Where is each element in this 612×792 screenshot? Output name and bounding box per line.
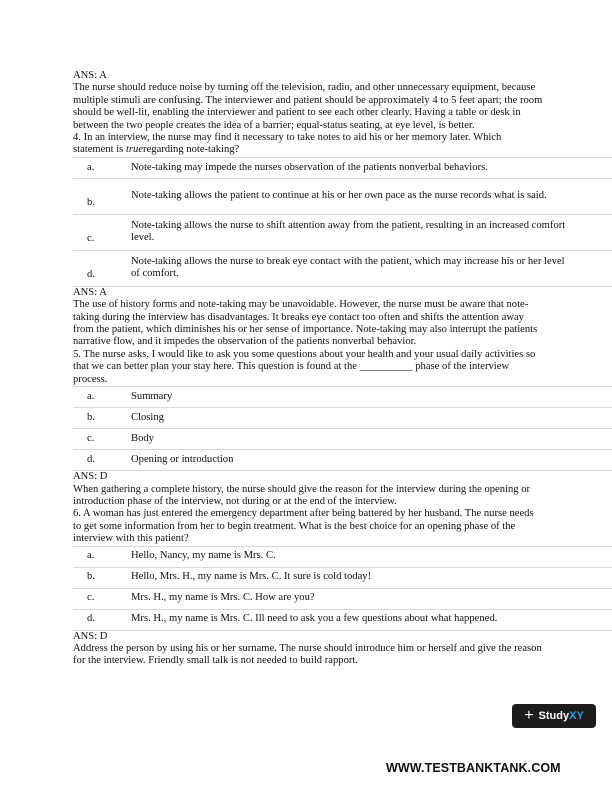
option-row	[73, 450, 612, 471]
option-letter: a.	[73, 546, 131, 567]
option-row	[73, 429, 612, 450]
option-row	[73, 178, 612, 214]
option-text: Note-taking may impede the nurses observation of the patients nonverbal behaviors.	[131, 157, 612, 178]
rationale: Address the person by using his or her surname. The nurse should introduce him or herself and give the reason for the interview. Friendly small talk is not needed to build rapport.	[73, 642, 542, 667]
option-row	[73, 609, 612, 630]
option-row	[73, 387, 612, 408]
option-row	[73, 250, 612, 286]
option-letter: a.	[73, 387, 131, 408]
question-stem: 6. A woman has just entered the emergency department after being battered by her husband. The nurse needs to get some information from her to begin treatment. What is the best choice for an opening phase of the interview with this patient?	[73, 508, 534, 545]
option-row	[73, 588, 612, 609]
footer-url: WWW.TESTBANKTANK.COM	[386, 761, 561, 775]
answer-options	[73, 546, 612, 631]
studyxy-badge[interactable]	[512, 704, 596, 728]
option-row	[73, 408, 612, 429]
option-text: Body	[131, 429, 612, 450]
rationale: When gathering a complete history, the nurse should give the reason for the interview during the opening or introduction phase of the interview, not during or at the end of the interview.	[73, 483, 531, 507]
question-stem: 4. In an interview, the nurse may find it necessary to take notes to aid his or her memory later. Which statement is trueregarding note-taking?	[73, 132, 502, 156]
option-row	[73, 157, 612, 178]
question-stem: 5. The nurse asks, I would like to ask you some questions about your health and your usual daily activities so that we can better plan your stay here. This question is found at the __________ phase of the interview process.	[73, 348, 536, 385]
rationale: The use of history forms and note-taking may be unavoidable. However, the nurse must be aware that note-taking during the interview has disadvantages. It breaks eye contact too often and shifts the attention away from the patient, which diminishes his or her sense of importance. Note-taking may also interrupt the patients narrative flow, and it impedes the observation of the patients nonverbal behavior.	[73, 299, 538, 348]
option-text: Summary	[131, 387, 612, 408]
option-text: Closing	[131, 408, 612, 429]
badge-label-xy: XY	[569, 710, 584, 722]
option-letter: b.	[73, 567, 131, 588]
option-letter: c.	[73, 214, 131, 250]
badge-label-study: Study	[538, 710, 570, 722]
option-text: Hello, Nancy, my name is Mrs. C.	[131, 546, 612, 567]
option-text: Note-taking allows the nurse to break eye contact with the patient, which may increase his or her level of comfort.	[131, 250, 612, 286]
document-body	[73, 70, 566, 668]
option-letter: a.	[73, 157, 131, 178]
option-letter: d.	[73, 450, 131, 471]
option-letter: b.	[73, 178, 131, 214]
option-text: Mrs. H., my name is Mrs. C. How are you?	[131, 588, 612, 609]
option-letter: c.	[73, 588, 131, 609]
option-letter: c.	[73, 429, 131, 450]
option-text: Mrs. H., my name is Mrs. C. Ill need to ask you a few questions about what happened.	[131, 609, 612, 630]
option-row	[73, 214, 612, 250]
answer-options	[73, 386, 612, 471]
option-text: Note-taking allows the patient to continue at his or her own pace as the nurse records what is said.	[131, 178, 612, 214]
option-text: Note-taking allows the nurse to shift attention away from the patient, resulting in an increased comfort level.	[131, 214, 612, 250]
answer-options	[73, 157, 612, 287]
answer-line: ANS: A	[73, 70, 107, 81]
option-row	[73, 546, 612, 567]
option-text: Opening or introduction	[131, 450, 612, 471]
option-row	[73, 567, 612, 588]
answer-line: ANS: A	[73, 286, 107, 298]
option-letter: d.	[73, 250, 131, 286]
answer-line: ANS: D	[73, 471, 108, 483]
option-letter: b.	[73, 408, 131, 429]
rationale: The nurse should reduce noise by turning off the television, radio, and other unnecessary equipment, because multiple stimuli are confusing. The interviewer and patient should be approximately 4 to 5 feet apart; the room should be well-lit, enabling the interviewer and patient to see each other clearly. Having a table or desk in between the two people creates the idea of a barrier; equal-status seating, at eye level, is better.	[73, 82, 543, 131]
option-text: Hello, Mrs. H., my name is Mrs. C. It sure is cold today!	[131, 567, 612, 588]
answer-line: ANS: D	[73, 630, 108, 642]
option-letter: d.	[73, 609, 131, 630]
plus-icon: +	[524, 707, 534, 724]
